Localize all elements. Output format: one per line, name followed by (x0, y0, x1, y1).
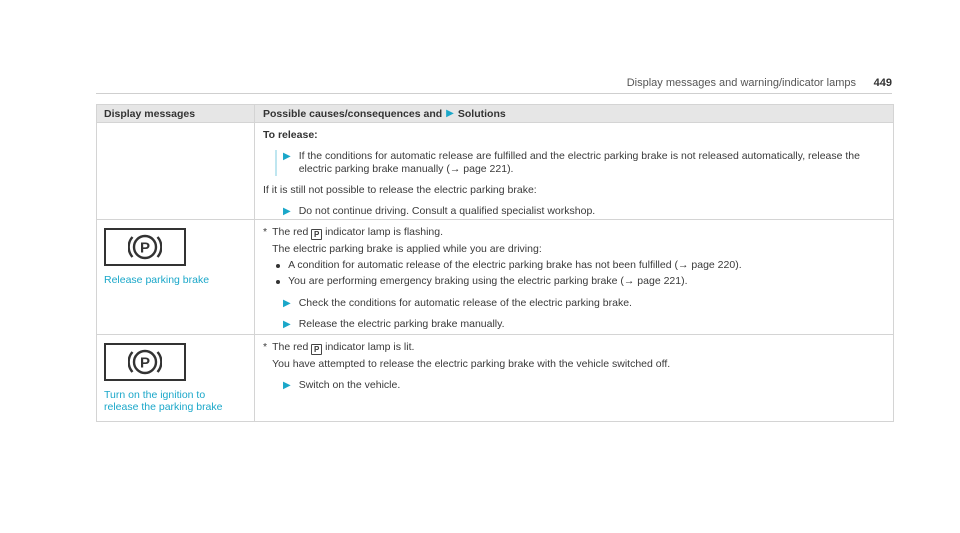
message-cell (97, 335, 255, 421)
solution-arrow-icon: ▶ (283, 298, 291, 309)
parking-brake-indicator-icon: P (311, 344, 322, 355)
solution-arrow-icon: ▶ (446, 108, 454, 119)
list-item (276, 259, 885, 272)
page-header (96, 75, 892, 94)
cause-line (263, 341, 885, 371)
svg-text:P: P (139, 354, 151, 372)
step-text: Do not continue driving. Consult a qualified specialist workshop. (298, 205, 596, 217)
parking-brake-lamp (104, 228, 186, 266)
message-cell (97, 220, 255, 334)
solution-step (283, 205, 885, 218)
svg-text:P: P (139, 239, 151, 257)
solution-arrow-icon: ▶ (283, 151, 291, 162)
cause-text-post: indicator lamp is lit. (325, 341, 415, 353)
bullet-icon (276, 264, 280, 268)
table-row (97, 335, 893, 421)
message-cell (97, 123, 255, 219)
causes-cell (255, 220, 893, 334)
page-number: 449 (873, 77, 892, 89)
solution-arrow-icon: ▶ (283, 380, 291, 391)
cause-text-pre: The red (272, 226, 309, 238)
col-header-causes (255, 105, 893, 122)
list-item (276, 275, 885, 288)
table-row (97, 220, 893, 335)
step-text: Switch on the vehicle. (298, 379, 401, 391)
table-row (97, 123, 893, 220)
star-icon: * (263, 341, 268, 353)
paragraph: The electric parking brake is applied while you are driving: (272, 243, 542, 255)
parking-brake-icon (128, 232, 162, 262)
table-header (97, 105, 893, 123)
paragraph: If it is still not possible to release the electric parking brake: (263, 184, 537, 196)
star-icon: * (263, 226, 268, 238)
messages-table (96, 104, 894, 422)
causes-cell (255, 335, 893, 421)
parking-brake-icon (128, 347, 162, 377)
bullet-text: You are performing emergency braking using the electric parking brake (→ page 221). (288, 275, 688, 287)
parking-brake-indicator-icon: P (311, 229, 322, 240)
solution-step (283, 379, 885, 392)
cause-text-pre: The red (272, 341, 309, 353)
paragraph: You have attempted to release the electric parking brake with the vehicle switched off. (272, 358, 671, 370)
col-header-causes-label: Possible causes/consequences and (263, 108, 443, 120)
step-text: Release the electric parking brake manually. (298, 318, 505, 330)
display-message-line: release the parking brake (104, 401, 223, 413)
header-title: Display messages and warning/indicator lamps (626, 77, 856, 89)
col-header-solutions-label: Solutions (457, 108, 506, 120)
step-text: If the conditions for automatic release are fulfilled and the electric parking brake is not released automatically, release the electric parking brake manually (→ page 221). (298, 150, 860, 175)
solution-step (275, 150, 885, 176)
bullet-text: A condition for automatic release of the electric parking brake has not been fulfilled (→ page 220). (288, 259, 742, 271)
subtitle: To release: (263, 129, 318, 141)
display-message (104, 389, 247, 413)
display-message-line: Turn on the ignition to (104, 389, 206, 401)
cause-text-post: indicator lamp is flashing. (325, 226, 444, 238)
display-message: Release parking brake (104, 274, 210, 286)
step-text: Check the conditions for automatic release of the electric parking brake. (298, 297, 632, 309)
col-header-display-messages: Display messages (97, 105, 255, 122)
solution-arrow-icon: ▶ (283, 206, 291, 217)
solution-step (283, 318, 885, 331)
solution-step (283, 297, 885, 310)
parking-brake-lamp (104, 343, 186, 381)
bullet-icon (276, 280, 280, 284)
causes-cell (255, 123, 893, 219)
solution-arrow-icon: ▶ (283, 319, 291, 330)
cause-line (263, 226, 885, 288)
